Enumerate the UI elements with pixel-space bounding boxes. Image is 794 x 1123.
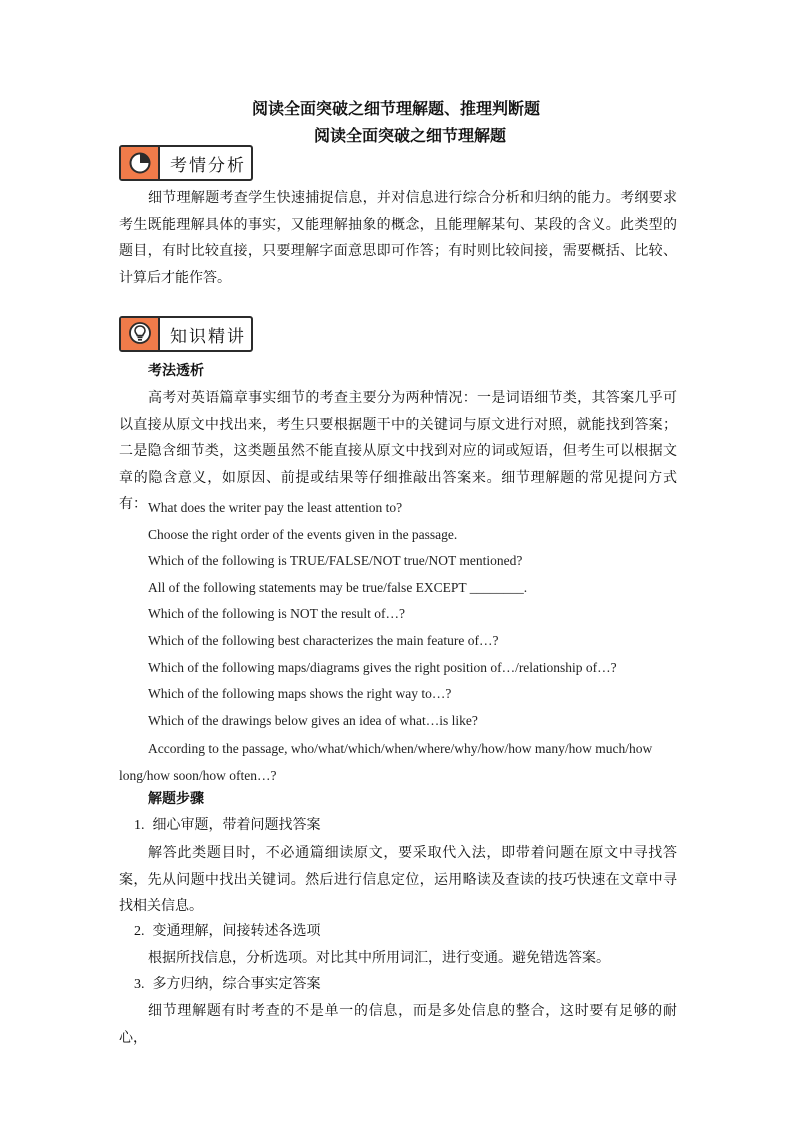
question-item: Which of the drawings below gives an idea of what…is like? xyxy=(148,712,478,728)
steps-heading: 解题步骤 xyxy=(148,791,204,807)
step-1-title xyxy=(134,814,321,834)
question-item: Which of the following maps/diagrams gives the right position of…/relationship of…? xyxy=(148,659,617,675)
step-3-text: 细节理解题有时考查的不是单一的信息，而是多处信息的整合，这时要有足够的耐心， xyxy=(119,1003,677,1046)
document-subtitle: 阅读全面突破之细节理解题 xyxy=(314,126,507,145)
step-title-text: 变通理解，间接转述各选项 xyxy=(152,923,321,939)
question-item: Which of the following is TRUE/FALSE/NOT true/NOT mentioned? xyxy=(148,553,523,569)
step-number: 3. xyxy=(134,977,145,992)
section-label-knowledge: 知识精讲 xyxy=(170,326,246,347)
question-item: Which of the following maps shows the right way to…? xyxy=(148,686,452,702)
step-1-text: 解答此类题目时，不必通篇细读原文，要采取代入法，即带着问题在原文中寻找答案，先从问题中找出关键词。然后进行信息定位，运用略读及查读的技巧快速在文章中寻找相关信息。 xyxy=(119,845,677,914)
step-title-text: 多方归纳，综合事实定答案 xyxy=(152,976,321,992)
step-number: 1. xyxy=(134,818,145,833)
step-2-text: 根据所找信息，分析选项。对比其中所用词汇，进行变通。避免错选答案。 xyxy=(148,950,610,966)
intro-paragraph: 细节理解题考查学生快速捕捉信息，并对信息进行综合分析和归纳的能力。考纲要求考生既能理解具体的事实，又能理解抽象的概念，且能理解某句、某段的含义。此类型的题目，有时比较直接，只要理解字面意思即可作答；有时则比较间接，需要概括、比较、计算后才能作答。 xyxy=(119,190,677,286)
lightbulb-icon xyxy=(121,318,160,350)
step-3-title xyxy=(134,973,321,993)
question-item: What does the writer pay the least attention to? xyxy=(148,500,403,515)
question-item: Which of the following best characterizes the main feature of…? xyxy=(148,632,499,648)
question-item: Choose the right order of the events given in the passage. xyxy=(148,526,458,542)
pie-chart-icon xyxy=(121,147,160,179)
step-number: 2. xyxy=(134,924,145,939)
question-list xyxy=(148,495,617,734)
section-header-analysis xyxy=(119,145,253,181)
question-item: Which of the following is NOT the result of…? xyxy=(148,606,405,622)
step-title-text: 细心审题，带着问题找答案 xyxy=(152,817,321,833)
document-title: 阅读全面突破之细节理解题、推理判断题 xyxy=(252,99,541,118)
question-item-last: According to the passage, who/what/which/when/where/why/how/how many/how much/how long/how soon/how often…? xyxy=(119,741,653,783)
question-item: All of the following statements may be true/false EXCEPT ________. xyxy=(148,579,528,595)
step-2-title xyxy=(134,920,321,940)
method-heading: 考法透析 xyxy=(148,363,204,379)
method-paragraph: 高考对英语篇章事实细节的考查主要分为两种情况：一是词语细节类，其答案几乎可以直接从原文中找出来，考生只要根据题干中的关键词与原文进行对照，就能找到答案；二是隐含细节类，这类题虽然不能直接从原文中找到对应的词或短语，但考生可以根据文章的隐含意义，如原因、前提或结果等仔细推敲出答案来。细节理解题的常见提问方式有： xyxy=(119,390,677,512)
section-header-knowledge xyxy=(119,316,253,352)
section-label-analysis: 考情分析 xyxy=(170,155,246,176)
